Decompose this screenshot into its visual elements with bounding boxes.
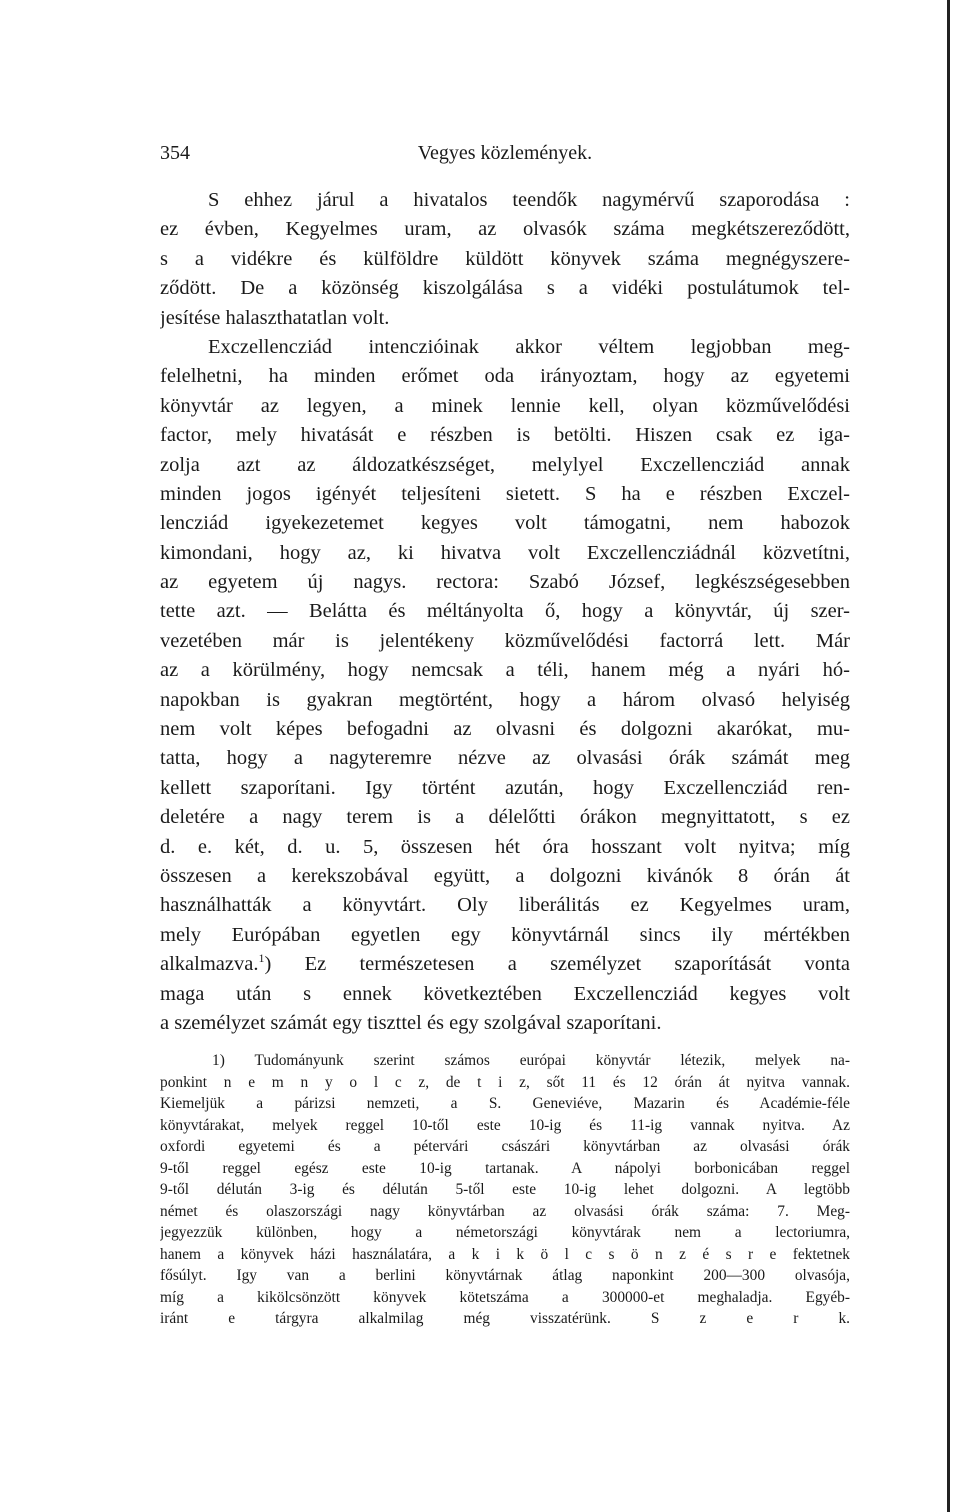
footnote-line: jegyezzük különben, hogy a németországi könyvtárak nem a lectoriumra,: [160, 1224, 850, 1241]
text-line: deletére a nagy terem is a délelőtti órákon megnyittatott, s ez: [160, 806, 850, 829]
text-line: felelhetni, ha minden erőmet oda irányoztam, hogy az egyetemi: [160, 365, 850, 388]
text-line: s a vidékre és külföldre küldött könyvek száma megnégyszere-: [160, 247, 850, 270]
text-line: ződött. De a közönség kiszolgálása s a vidéki postulátumok tel-: [160, 277, 850, 300]
footnote-line: 9-től reggel egész este 10-ig tartanak. A nápolyi borbonicában reggel: [160, 1159, 850, 1177]
text-line: összesen a kerekszobával együtt, a dolgozni kivánók 8 órán át: [160, 864, 850, 887]
section-title: Vegyes közlemények.: [417, 142, 593, 164]
text-line: maga után s ennek következtében Exczellencziád kegyes volt: [160, 982, 850, 1005]
text-line: Exczellencziád intenczióinak akkor véltem legjobban meg-: [208, 335, 850, 358]
footnote-line: könyvtárakat, melyek reggel 10-től este 10-ig és 11-ig vannak nyitva. Az: [160, 1116, 850, 1134]
footnote-line: fősúlyt. Igy van a berlini könyvtárnak átlag naponkint 200—300 olvasója,: [160, 1267, 850, 1284]
text-line-with-footnote-ref: alkalmazva.$^1$) Ez természetesen a személyzet szaporítását vonta: [160, 951, 850, 976]
text-segment: alkalmazva.: [160, 953, 259, 976]
text-line: minden jogos igényét teljesíteni sietett. S ha e részben Exczel-: [160, 482, 850, 505]
page-number: 354: [160, 142, 190, 164]
text-line: d. e. két, d. u. 5, összesen hét óra hosszant volt nyitva; míg: [160, 835, 850, 858]
footnote-last-line: [160, 1308, 850, 1330]
text-line: kellett szaporítani. Igy történt azután, hogy Exczellencziád ren-: [160, 776, 850, 799]
text-line: lencziád igyekezetemet kegyes volt támogatni, nem habozok: [160, 512, 850, 535]
footnote-line: német és olaszországi nagy könyvtárban az olvasási órák száma: 7. Meg-: [160, 1202, 850, 1220]
text-line: zolja azt az áldozatkészséget, melylyel Exczellencziád annak: [160, 453, 850, 476]
footnote-signature: S z e r k.: [650, 1310, 850, 1327]
text-line: ez évben, Kegyelmes uram, az olvasók száma megkétszereződött,: [160, 218, 850, 241]
text-line: factor, mely hivatását e részben is betölti. Hiszen csak ez iga-: [160, 424, 850, 447]
text-segment: Ez természetesen a személyzet szaporítását vonta: [304, 953, 850, 976]
text-line: kimondani, hogy az, ki hivatva volt Exczellencziádnál közvetítni,: [160, 541, 850, 564]
footnote-line: 9-től délután 3-ig és délután 5-től este 10-ig lehet dolgozni. A legtöbb: [160, 1181, 850, 1198]
text-line: napokban is gyakran megtörtént, hogy a három olvasó helyiség: [160, 688, 850, 711]
text-line: S ehhez járul a hivatalos teendők nagymérvű szaporodása :: [208, 189, 850, 211]
text-line: használhatták a könyvtárt. Oly liberálitás ez Kegyelmes uram,: [160, 894, 850, 917]
footnote-line: oxfordi egyetemi és a pétervári császári könyvtárban az olvasási órák: [160, 1138, 850, 1155]
text-line: az a körülmény, hogy nemcsak a téli, hanem még a nyári hó-: [160, 659, 850, 682]
text-line: könyvtár az legyen, a minek lennie kell, olyan közművelődési: [160, 394, 850, 417]
text-line: a személyzet számát egy tiszttel és egy szolgával szaporítani.: [160, 1011, 662, 1034]
footnote-line: hanem a könyvek házi használatára, a k i k ö l c s ö n z é s r e fektetnek: [160, 1245, 850, 1263]
footnote: [160, 1050, 850, 1330]
page-edge-line: [947, 0, 950, 1512]
text-line: nem volt képes befogadni az olvasni és dolgozni akarókat, mu-: [160, 718, 850, 741]
text-line: vezetében már is jelentékeny közművelődési factorrá lett. Már: [160, 629, 850, 652]
footnote-text: Tudományunk szerint számos európai könyvtár létezik, melyek na-: [254, 1052, 850, 1069]
text-line: tatta, hogy a nagyteremre nézve az olvasási órák számát meg: [160, 747, 850, 770]
running-head: [160, 142, 850, 170]
footnote-line: ponkint n e m n y o l c z, de t i z, sőt 11 és 12 órán át nyitva vannak.: [160, 1073, 850, 1091]
text-line: mely Európában egyetlen egy könyvtárnál sincs ily mértékben: [160, 923, 850, 946]
footnote-line: Kiemeljük a párizsi nemzeti, a S. Geneviéve, Mazarin és Académie-féle: [160, 1095, 850, 1112]
footnote-text: iránt e tárgyra alkalmilag még visszatérünk.: [160, 1310, 611, 1327]
footnote-marker: 1): [212, 1052, 225, 1069]
text-line: az egyetem új nagys. rectora: Szabó József, legkészségesebben: [160, 571, 850, 594]
footnote-reference: 1: [258, 951, 265, 966]
text-line: jesítése halaszthatatlan volt.: [160, 306, 390, 329]
text-line: tette azt. — Belátta és méltányolta ő, hogy a könyvtár, új szer-: [160, 600, 850, 623]
body-text: [160, 186, 850, 1038]
footnote-line: míg a kikölcsönzött könyvek kötetszáma a 300000-et meghaladja. Egyéb-: [160, 1288, 850, 1306]
footnote-line: [160, 1050, 850, 1072]
